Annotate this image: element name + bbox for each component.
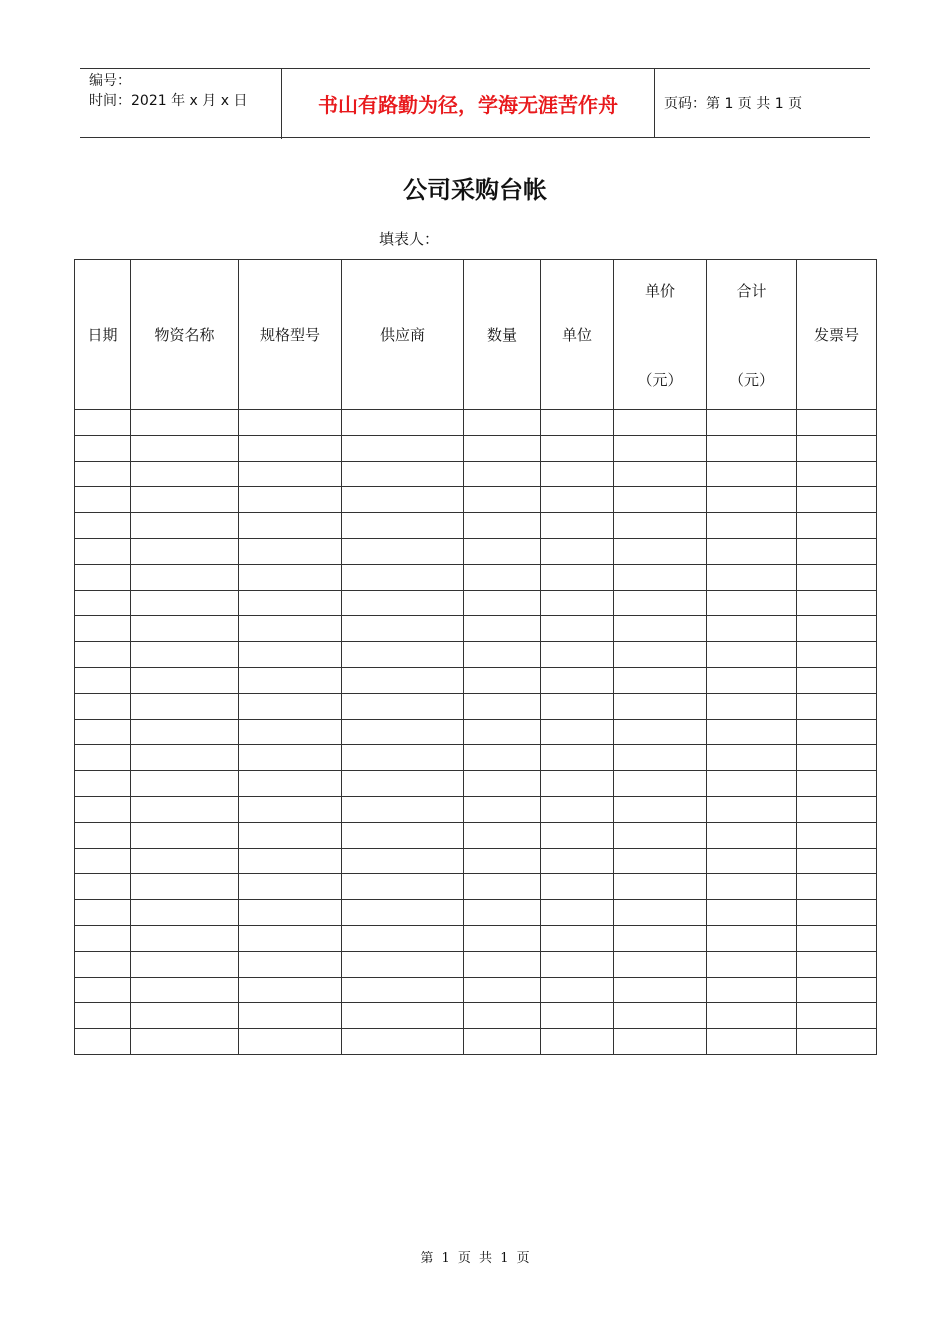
table-cell[interactable] [614,435,707,461]
table-cell[interactable] [797,977,877,1003]
table-cell[interactable] [131,642,239,668]
table-cell[interactable] [342,874,464,900]
table-row [75,590,877,616]
table-cell[interactable] [797,513,877,539]
table-cell[interactable] [707,719,797,745]
table-cell[interactable] [614,538,707,564]
table-cell[interactable] [131,951,239,977]
table-cell[interactable] [797,693,877,719]
table-cell[interactable] [464,977,541,1003]
table-cell[interactable] [131,796,239,822]
table-row [75,925,877,951]
table-cell[interactable] [75,564,131,590]
table-row [75,900,877,926]
table-cell[interactable] [541,487,614,513]
table-row [75,487,877,513]
table-cell[interactable] [614,487,707,513]
table-cell[interactable] [541,771,614,797]
table-cell[interactable] [614,564,707,590]
table-cell[interactable] [464,564,541,590]
page-footer: 第 1 页 共 1 页 [420,1251,530,1266]
table-cell[interactable] [464,848,541,874]
table-cell[interactable] [342,487,464,513]
table-cell[interactable] [239,538,342,564]
table-cell[interactable] [797,435,877,461]
table-row [75,642,877,668]
table-row [75,616,877,642]
table-row [75,796,877,822]
purchase-ledger-table [74,259,877,1055]
col-header-unit: 单位 [541,260,614,410]
table-cell[interactable] [541,796,614,822]
table-cell[interactable] [75,538,131,564]
table-cell[interactable] [131,925,239,951]
table-cell[interactable] [541,874,614,900]
col-header-spec: 规格型号 [239,260,342,410]
table-cell[interactable] [239,848,342,874]
table-cell[interactable] [239,667,342,693]
table-cell[interactable] [541,410,614,436]
table-cell[interactable] [464,900,541,926]
table-cell[interactable] [75,1029,131,1055]
table-cell[interactable] [75,925,131,951]
table-row [75,1029,877,1055]
table-cell[interactable] [614,745,707,771]
table-row [75,1003,877,1029]
table-row [75,513,877,539]
table-cell[interactable] [342,848,464,874]
table-cell[interactable] [239,590,342,616]
header-page-info-cell [655,69,870,137]
table-cell[interactable] [239,719,342,745]
table-cell[interactable] [541,667,614,693]
table-cell[interactable] [797,848,877,874]
table-cell[interactable] [131,745,239,771]
col-header-supplier: 供应商 [342,260,464,410]
table-cell[interactable] [239,874,342,900]
table-cell[interactable] [342,667,464,693]
table-cell[interactable] [797,796,877,822]
table-cell[interactable] [614,693,707,719]
table-cell[interactable] [464,745,541,771]
table-cell[interactable] [239,977,342,1003]
table-cell[interactable] [131,719,239,745]
table-cell[interactable] [707,564,797,590]
table-cell[interactable] [464,951,541,977]
table-cell[interactable] [707,487,797,513]
table-cell[interactable] [131,822,239,848]
table-cell[interactable] [342,616,464,642]
table-cell[interactable] [131,1003,239,1029]
table-cell[interactable] [131,616,239,642]
table-cell[interactable] [797,590,877,616]
unit-price-currency: （元） [637,370,683,389]
table-cell[interactable] [541,1003,614,1029]
table-cell[interactable] [342,1003,464,1029]
table-row [75,745,877,771]
table-cell[interactable] [342,461,464,487]
table-cell[interactable] [614,1029,707,1055]
table-cell[interactable] [541,745,614,771]
table-body [75,410,877,1055]
table-cell[interactable] [75,874,131,900]
header-left-cell [80,69,282,139]
table-cell[interactable] [614,410,707,436]
table-cell[interactable] [707,848,797,874]
table-cell[interactable] [342,796,464,822]
table-cell[interactable] [541,719,614,745]
table-cell[interactable] [342,951,464,977]
table-cell[interactable] [239,435,342,461]
table-cell[interactable] [707,667,797,693]
table-cell[interactable] [464,771,541,797]
table-cell[interactable] [342,590,464,616]
table-row [75,667,877,693]
filler-label: 填表人： [379,230,440,248]
table-cell[interactable] [75,822,131,848]
table-cell[interactable] [707,693,797,719]
table-header-row [75,260,877,410]
table-cell[interactable] [464,435,541,461]
table-cell[interactable] [707,925,797,951]
table-cell[interactable] [707,461,797,487]
table-cell[interactable] [797,951,877,977]
table-row [75,435,877,461]
table-cell[interactable] [797,461,877,487]
table-cell[interactable] [464,719,541,745]
table-cell[interactable] [464,925,541,951]
table-cell[interactable] [541,977,614,1003]
table-cell[interactable] [707,642,797,668]
table-cell[interactable] [614,977,707,1003]
table-cell[interactable] [75,745,131,771]
date-label: 时间：2021 年 x 月 x 日 [89,93,248,109]
table-cell[interactable] [797,487,877,513]
table-cell[interactable] [342,538,464,564]
table-cell[interactable] [541,616,614,642]
table-cell[interactable] [464,513,541,539]
table-cell[interactable] [239,745,342,771]
table-cell[interactable] [614,667,707,693]
table-cell[interactable] [239,951,342,977]
table-cell[interactable] [614,642,707,668]
table-cell[interactable] [75,951,131,977]
table-cell[interactable] [464,461,541,487]
table-cell[interactable] [541,951,614,977]
header-page-info: 页码：第 1 页 共 1 页 [664,96,803,112]
table-cell[interactable] [707,1029,797,1055]
table-cell[interactable] [707,900,797,926]
table-cell[interactable] [614,951,707,977]
table-cell[interactable] [797,745,877,771]
table-cell[interactable] [797,1003,877,1029]
table-cell[interactable] [614,616,707,642]
table-cell[interactable] [342,410,464,436]
table-cell[interactable] [131,564,239,590]
table-cell[interactable] [239,410,342,436]
table-cell[interactable] [342,771,464,797]
table-cell[interactable] [797,538,877,564]
table-cell[interactable] [707,1003,797,1029]
table-cell[interactable] [131,461,239,487]
col-header-unit-price [614,260,707,410]
table-cell[interactable] [464,616,541,642]
table-cell[interactable] [707,951,797,977]
table-cell[interactable] [464,1003,541,1029]
table-cell[interactable] [464,1029,541,1055]
document-header [80,68,870,138]
table-row [75,538,877,564]
table-cell[interactable] [75,461,131,487]
table-cell[interactable] [464,410,541,436]
header-motto: 书山有路勤为径，学海无涯苦作舟 [282,69,655,137]
table-cell[interactable] [342,693,464,719]
table-cell[interactable] [707,822,797,848]
col-header-total [707,260,797,410]
col-header-invoice-no: 发票号 [797,260,877,410]
table-cell[interactable] [75,848,131,874]
table-cell[interactable] [464,693,541,719]
table-row [75,822,877,848]
table-row [75,693,877,719]
table-cell[interactable] [797,410,877,436]
table-cell[interactable] [131,435,239,461]
table-cell[interactable] [342,435,464,461]
table-cell[interactable] [239,513,342,539]
table-cell[interactable] [75,1003,131,1029]
table-cell[interactable] [707,513,797,539]
total-label: 合计 [736,281,767,300]
table-cell[interactable] [464,874,541,900]
table-cell[interactable] [464,642,541,668]
table-cell[interactable] [342,642,464,668]
table-row [75,461,877,487]
table-cell[interactable] [541,590,614,616]
table-cell[interactable] [239,771,342,797]
table-cell[interactable] [239,796,342,822]
table-cell[interactable] [797,1029,877,1055]
table-cell[interactable] [342,822,464,848]
table-cell[interactable] [541,435,614,461]
table-row [75,848,877,874]
table-cell[interactable] [239,1029,342,1055]
table-cell[interactable] [614,513,707,539]
table-cell[interactable] [131,771,239,797]
table-cell[interactable] [541,900,614,926]
table-cell[interactable] [75,410,131,436]
table-cell[interactable] [239,900,342,926]
table-cell[interactable] [707,590,797,616]
table-row [75,874,877,900]
table-cell[interactable] [707,874,797,900]
table-cell[interactable] [614,796,707,822]
table-cell[interactable] [541,822,614,848]
table-cell[interactable] [614,590,707,616]
table-cell[interactable] [797,925,877,951]
col-header-quantity: 数量 [464,260,541,410]
table-cell[interactable] [797,719,877,745]
table-cell[interactable] [614,874,707,900]
table-cell[interactable] [541,461,614,487]
table-cell[interactable] [541,1029,614,1055]
table-cell[interactable] [342,719,464,745]
table-row [75,719,877,745]
table-cell[interactable] [239,461,342,487]
table-cell[interactable] [239,925,342,951]
table-cell[interactable] [342,977,464,1003]
table-cell[interactable] [541,538,614,564]
table-cell[interactable] [131,977,239,1003]
table-cell[interactable] [342,1029,464,1055]
table-cell[interactable] [75,435,131,461]
table-cell[interactable] [707,410,797,436]
table-cell[interactable] [239,616,342,642]
table-cell[interactable] [464,487,541,513]
table-cell[interactable] [464,667,541,693]
table-cell[interactable] [614,848,707,874]
table-cell[interactable] [541,848,614,874]
table-cell[interactable] [75,513,131,539]
table-row [75,410,877,436]
total-currency: （元） [728,370,774,389]
table-cell[interactable] [342,900,464,926]
table-cell[interactable] [239,642,342,668]
table-cell[interactable] [239,564,342,590]
table-cell[interactable] [707,435,797,461]
table-cell[interactable] [75,616,131,642]
table-cell[interactable] [541,564,614,590]
code-label: 编号： [89,73,131,89]
table-cell[interactable] [541,693,614,719]
table-cell[interactable] [131,513,239,539]
table-cell[interactable] [707,538,797,564]
table-cell[interactable] [342,925,464,951]
table-cell[interactable] [239,487,342,513]
table-cell[interactable] [464,538,541,564]
table-cell[interactable] [614,900,707,926]
table-cell[interactable] [797,564,877,590]
table-cell[interactable] [541,642,614,668]
table-row [75,771,877,797]
table-cell[interactable] [464,822,541,848]
table-cell[interactable] [797,822,877,848]
col-header-item-name: 物资名称 [131,260,239,410]
table-cell[interactable] [342,564,464,590]
table-cell[interactable] [342,513,464,539]
table-cell[interactable] [707,771,797,797]
table-cell[interactable] [75,771,131,797]
table-cell[interactable] [707,796,797,822]
table-cell[interactable] [614,461,707,487]
table-cell[interactable] [797,642,877,668]
table-cell[interactable] [131,487,239,513]
table-cell[interactable] [239,822,342,848]
table-cell[interactable] [464,796,541,822]
table-cell[interactable] [464,590,541,616]
table-cell[interactable] [797,667,877,693]
table-row [75,977,877,1003]
table-cell[interactable] [75,719,131,745]
table-cell[interactable] [239,1003,342,1029]
table-cell[interactable] [75,642,131,668]
table-cell[interactable] [614,771,707,797]
col-header-date: 日期 [75,260,131,410]
table-cell[interactable] [131,1029,239,1055]
table-cell[interactable] [131,667,239,693]
table-cell[interactable] [239,693,342,719]
table-cell[interactable] [75,900,131,926]
table-cell[interactable] [614,719,707,745]
table-row [75,564,877,590]
table-cell[interactable] [797,771,877,797]
table-cell[interactable] [614,822,707,848]
table-cell[interactable] [131,590,239,616]
table-cell[interactable] [342,745,464,771]
document-title: 公司采购台帐 [403,176,547,204]
table-cell[interactable] [131,874,239,900]
table-cell[interactable] [707,977,797,1003]
table-cell[interactable] [75,667,131,693]
table-cell[interactable] [614,925,707,951]
table-cell[interactable] [131,693,239,719]
table-cell[interactable] [131,900,239,926]
table-cell[interactable] [797,616,877,642]
table-cell[interactable] [131,410,239,436]
table-cell[interactable] [75,977,131,1003]
table-cell[interactable] [75,693,131,719]
table-cell[interactable] [541,513,614,539]
table-cell[interactable] [707,616,797,642]
table-cell[interactable] [541,925,614,951]
table-cell[interactable] [131,538,239,564]
table-cell[interactable] [614,1003,707,1029]
table-cell[interactable] [75,590,131,616]
table-cell[interactable] [75,487,131,513]
table-cell[interactable] [707,745,797,771]
table-cell[interactable] [797,874,877,900]
table-cell[interactable] [797,900,877,926]
table-row [75,951,877,977]
unit-price-label: 单价 [644,281,675,300]
table-cell[interactable] [75,796,131,822]
table-cell[interactable] [131,848,239,874]
